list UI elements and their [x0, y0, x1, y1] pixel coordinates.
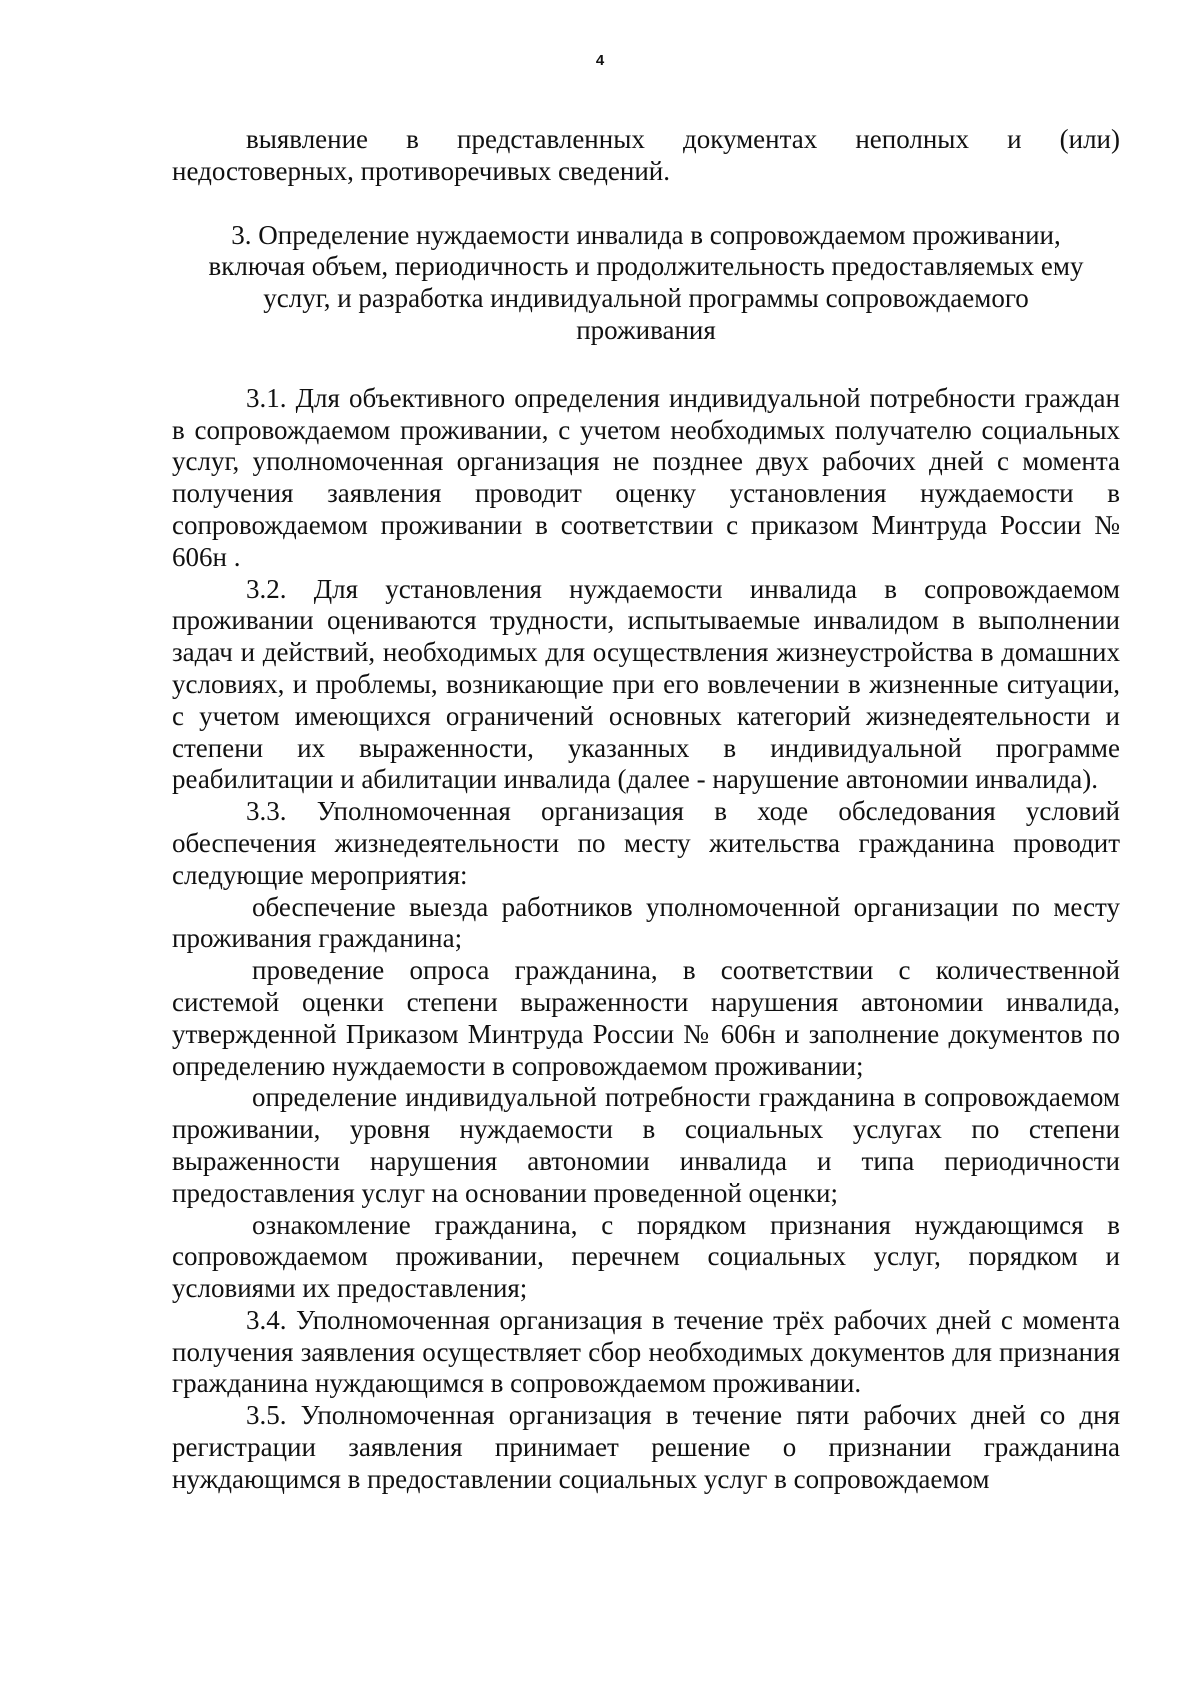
bullet-need-assessment: определение индивидуальной потребности гражданина в сопровождаемом проживании, уровня нуждаемости в социальных услугах по степени выраженности нарушения автономии инвалида и типа периодичности предоставления услуг на основании проведенной оценки;: [172, 1082, 1120, 1208]
paragraph-3-1: 3.1. Для объективного определения индивидуальной потребности граждан в сопровождаемом проживании, с учетом необходимых получателю социальных услуг, уполномоченная организация не позднее двух рабочих дней с момента получения заявления проводит оценку установления нуждаемости в сопровождаемом проживании в соответствии с приказом Минтруда России № 606н .: [172, 382, 1120, 572]
paragraph-3-3: 3.3. Уполномоченная организация в ходе обследования условий обеспечения жизнедеятельности по месту жительства гражданина проводит следующие мероприятия:: [172, 796, 1120, 890]
document-body: [172, 124, 1120, 1496]
page-number: 4: [595, 52, 605, 69]
bullet-familiarization: ознакомление гражданина, с порядком признания нуждающимся в сопровождаемом проживании, перечнем социальных услуг, порядком и условиями их предоставления;: [172, 1209, 1120, 1304]
intro-paragraph: выявление в представленных документах неполных и (или) недостоверных, противоречивых сведений.: [172, 124, 1120, 186]
bullet-survey: проведение опроса гражданина, в соответствии с количественной системой оценки степени выраженности нарушения автономии инвалида, утвержденной Приказом Минтруда России № 606н и заполнение документов по определению нуждаемости в сопровождаемом проживании;: [172, 955, 1120, 1081]
paragraph-3-4: 3.4. Уполномоченная организация в течение трёх рабочих дней с момента получения заявления осуществляет сбор необходимых документов для признания гражданина нуждающимся в сопровождаемом проживании.: [172, 1304, 1120, 1399]
section-heading: 3. Определение нуждаемости инвалида в сопровождаемом проживании, включая объем, периодичность и продолжительность предоставляемых ему услуг, и разработка индивидуальной программы сопровождаемого проживания: [208, 219, 1084, 345]
paragraph-3-5: 3.5. Уполномоченная организация в течение пяти рабочих дней со дня регистрации заявления принимает решение о признании гражданина нуждающимся в предоставлении социальных услуг в сопровождаемом: [172, 1400, 1120, 1494]
bullet-visit: обеспечение выезда работников уполномоченной организации по месту проживания гражданина;: [172, 891, 1120, 954]
paragraph-3-2: 3.2. Для установления нуждаемости инвалида в сопровождаемом проживании оцениваются трудности, испытываемые инвалидом в выполнении задач и действий, необходимых для осуществления жизнеустройства в домашних условиях, и проблемы, возникающие при его вовлечении в жизненные ситуации, с учетом имеющихся ограничений основных категорий жизнедеятельности и степени их выраженности, указанных в индивидуальной программе реабилитации и абилитации инвалида (далее - нарушение автономии инвалида).: [172, 573, 1120, 795]
